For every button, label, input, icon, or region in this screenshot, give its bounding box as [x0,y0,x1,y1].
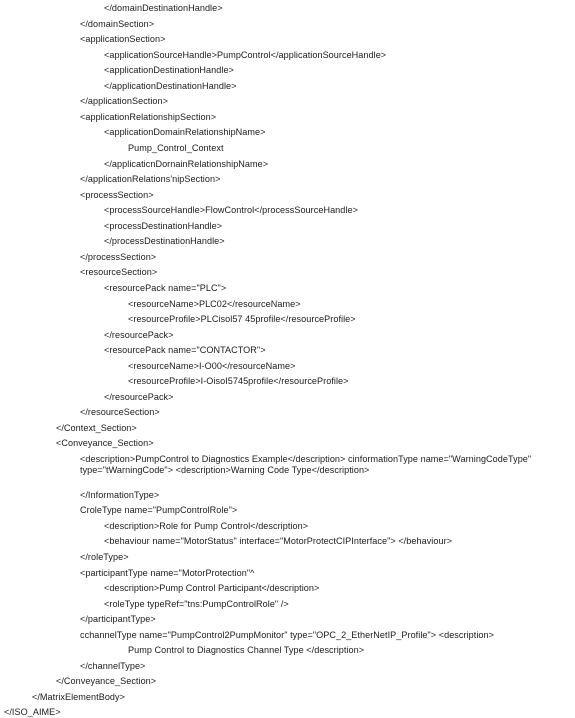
xml-line: <applicationSection> [80,34,166,45]
xml-line: </Conveyance_Section> [56,676,157,687]
xml-line: </processSection> [80,251,157,262]
xml-line: <participantType name="MotorProtection"^ [80,567,255,578]
xml-line: </applicationDestinationHandle> [104,80,237,91]
xml-line: </applicaticnDornainRelationshipName> [104,158,269,169]
xml-line: <resourceProfile>I-OisoI5745profile</resourceProfile> [128,376,349,387]
xml-line: </applicationSection> [80,96,169,107]
xml-line: <resourceSection> [80,267,158,278]
xml-line: <applicationSourceHandle>PumpControl</applicationSourceHandle> [104,49,387,60]
xml-line: </participantType> [80,614,156,625]
xml-line: <description>PumpControl to Diagnostics Example</description> cinformationType name="WarningCodeType" type="tWarningCode"> <description>Warning Code Type</description> [80,454,532,475]
xml-line: <resourceProfile>PLCisol57 45profile</resourceProfile> [128,314,356,324]
xml-line: CroleType name="PumpControlRole"> [80,505,238,516]
xml-line: <Conveyance_Section> [56,438,154,449]
xml-line: <resourcePack name="CONTACTOR"> [104,345,266,356]
xml-line: <resourceName>I-O00</resourceName> [128,360,296,371]
xml-line: <applicationDestinationHandle> [104,65,234,76]
xml-line: <description>Role for Pump Control</description> [104,520,309,531]
xml-line: </InformationType> [80,489,160,500]
xml-line: <processSourceHandle>FlowControl</processSourceHandle> [104,205,358,216]
xml-line: </domainDestinationHandle> [104,3,223,13]
xml-line: </resourcePack> [104,391,174,402]
xml-line: </MatrixElementBody> [32,691,125,702]
xml-line: </ISO_AIME> [4,707,61,718]
xml-line: </processDestinationHandle> [104,236,225,247]
xml-line: <applicationRelationshipSection> [80,111,217,122]
xml-line: <resourcePack name="PLC"> [104,282,227,293]
xml-line: <resourceName>PLC02</resourceName> [128,298,301,309]
xml-line: <applicationDomainRelationshipName> [104,127,266,138]
xml-line: </resourceSection> [80,407,160,418]
xml-line: </Context_Section> [56,422,137,433]
xml-line: </resourcePack> [104,329,174,340]
xml-line: <behaviour name="MotorStatus" interface="MotorProtectCIPInterface"> </behaviour> [104,536,453,547]
xml-line: </domainSection> [80,18,155,29]
xml-line: <processSection> [80,189,154,200]
xml-line: cchannelType name="PumpControl2PumpMonitor" type="OPC_2_EtherNetIP_Profile"> <description> [80,629,494,640]
xml-line: </applicationRelations'nipSection> [80,174,221,185]
xml-line: </roleType> [80,551,129,562]
xml-line: <processDestinationHandle> [104,220,223,231]
xml-line: Pump Control to Diagnostics Channel Type </description> [128,645,365,656]
xml-line: </channelType> [80,660,146,671]
xml-line: Pump_Control_Context [128,142,224,153]
xml-line: <description>Pump Control Participant</description> [104,583,320,593]
xml-line: <roleType typeRef="tns:PumpControlRole" /> [104,598,289,609]
